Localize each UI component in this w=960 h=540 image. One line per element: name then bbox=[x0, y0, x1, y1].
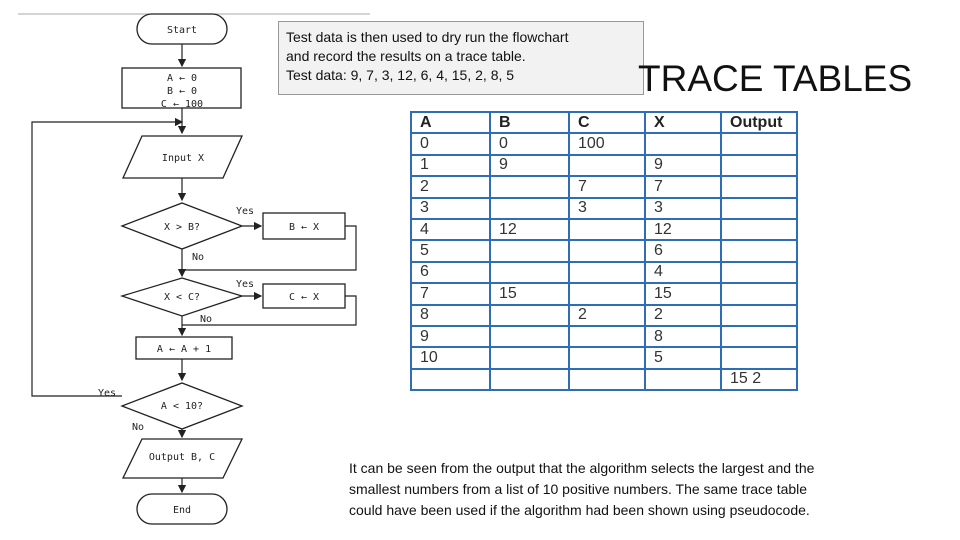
cell-output bbox=[721, 347, 797, 368]
cell-x: 2 bbox=[645, 305, 721, 326]
cell-a: 8 bbox=[411, 305, 490, 326]
decision2-label: X < C? bbox=[163, 292, 201, 303]
cell-a: 0 bbox=[411, 133, 490, 154]
cell-output bbox=[721, 133, 797, 154]
table-row bbox=[411, 176, 797, 197]
cell-b: 0 bbox=[490, 133, 569, 154]
cell-c: 3 bbox=[569, 198, 645, 219]
cell-x: 8 bbox=[645, 326, 721, 347]
summary-text bbox=[349, 458, 949, 521]
decision3-yes: Yes bbox=[98, 388, 117, 399]
cell-c bbox=[569, 326, 645, 347]
decision1-yes: Yes bbox=[236, 206, 255, 217]
cell-output bbox=[721, 155, 797, 176]
input-label: Input X bbox=[161, 153, 205, 164]
cell-c bbox=[569, 240, 645, 261]
trace-table bbox=[410, 111, 798, 391]
cell-x: 4 bbox=[645, 262, 721, 283]
cell-b bbox=[490, 176, 569, 197]
cell-b bbox=[490, 369, 569, 390]
cell-b bbox=[490, 198, 569, 219]
cell-c bbox=[569, 219, 645, 240]
trace-header-row bbox=[411, 112, 797, 133]
cell-b bbox=[490, 326, 569, 347]
cell-a bbox=[411, 369, 490, 390]
header-output: Output bbox=[721, 112, 797, 133]
cell-c: 2 bbox=[569, 305, 645, 326]
cell-b bbox=[490, 305, 569, 326]
cell-c bbox=[569, 155, 645, 176]
cell-b: 9 bbox=[490, 155, 569, 176]
summary-line-3: could have been used if the algorithm had been shown using pseudocode. bbox=[349, 502, 810, 518]
summary-line-2: smallest numbers from a list of 10 positive numbers. The same trace table bbox=[349, 481, 808, 497]
cell-x: 6 bbox=[645, 240, 721, 261]
cell-x bbox=[645, 369, 721, 390]
cell-b bbox=[490, 240, 569, 261]
callout-line-1: Test data is then used to dry run the flowchart bbox=[286, 29, 569, 45]
init-line-2: B ← 0 bbox=[166, 86, 198, 97]
table-row bbox=[411, 326, 797, 347]
table-row bbox=[411, 219, 797, 240]
table-row bbox=[411, 198, 797, 219]
summary-line-1: It can be seen from the output that the algorithm selects the largest and the bbox=[349, 460, 815, 476]
decision1-no: No bbox=[192, 252, 205, 263]
cell-b: 12 bbox=[490, 219, 569, 240]
action1-label: B ← X bbox=[288, 222, 320, 233]
table-row bbox=[411, 155, 797, 176]
header-c: C bbox=[569, 112, 645, 133]
cell-a: 2 bbox=[411, 176, 490, 197]
cell-a: 6 bbox=[411, 262, 490, 283]
slide-title: TRACE TABLES bbox=[638, 58, 913, 99]
action2-label: C ← X bbox=[288, 292, 320, 303]
cell-c bbox=[569, 283, 645, 304]
end-label: End bbox=[172, 505, 192, 516]
decision1-label: X > B? bbox=[163, 222, 201, 233]
cell-x: 3 bbox=[645, 198, 721, 219]
test-data-callout bbox=[278, 21, 644, 95]
header-b: B bbox=[490, 112, 569, 133]
callout-line-3: Test data: 9, 7, 3, 12, 6, 4, 15, 2, 8, 5 bbox=[286, 67, 515, 83]
table-row bbox=[411, 240, 797, 261]
header-x: X bbox=[645, 112, 721, 133]
trace-body bbox=[411, 133, 797, 390]
table-row bbox=[411, 283, 797, 304]
decision2-no: No bbox=[200, 314, 213, 325]
cell-output bbox=[721, 262, 797, 283]
cell-output: 15 2 bbox=[721, 369, 797, 390]
cell-b: 15 bbox=[490, 283, 569, 304]
cell-a: 4 bbox=[411, 219, 490, 240]
cell-output bbox=[721, 326, 797, 347]
cell-output bbox=[721, 176, 797, 197]
decision2-yes: Yes bbox=[236, 279, 255, 290]
cell-a: 5 bbox=[411, 240, 490, 261]
cell-a: 10 bbox=[411, 347, 490, 368]
output-label: Output B, C bbox=[148, 452, 216, 463]
table-row bbox=[411, 347, 797, 368]
cell-x: 7 bbox=[645, 176, 721, 197]
cell-c bbox=[569, 262, 645, 283]
header-a: A bbox=[411, 112, 490, 133]
cell-output bbox=[721, 240, 797, 261]
cell-output bbox=[721, 283, 797, 304]
cell-b bbox=[490, 262, 569, 283]
table-row bbox=[411, 369, 797, 390]
cell-c: 100 bbox=[569, 133, 645, 154]
table-row bbox=[411, 262, 797, 283]
cell-x: 12 bbox=[645, 219, 721, 240]
cell-x: 15 bbox=[645, 283, 721, 304]
table-row bbox=[411, 133, 797, 154]
cell-c bbox=[569, 369, 645, 390]
cell-a: 7 bbox=[411, 283, 490, 304]
cell-a: 3 bbox=[411, 198, 490, 219]
cell-a: 1 bbox=[411, 155, 490, 176]
cell-x bbox=[645, 133, 721, 154]
cell-output bbox=[721, 305, 797, 326]
start-label: Start bbox=[166, 25, 198, 36]
init-line-3: C ← 100 bbox=[160, 99, 204, 110]
decision3-label: A < 10? bbox=[160, 401, 204, 412]
cell-c bbox=[569, 347, 645, 368]
table-row bbox=[411, 305, 797, 326]
cell-x: 9 bbox=[645, 155, 721, 176]
cell-a: 9 bbox=[411, 326, 490, 347]
cell-c: 7 bbox=[569, 176, 645, 197]
cell-x: 5 bbox=[645, 347, 721, 368]
callout-line-2: and record the results on a trace table. bbox=[286, 48, 526, 64]
cell-output bbox=[721, 219, 797, 240]
cell-b bbox=[490, 347, 569, 368]
increment-label: A ← A + 1 bbox=[156, 344, 212, 355]
init-line-1: A ← 0 bbox=[166, 73, 198, 84]
decision3-no: No bbox=[132, 422, 145, 433]
cell-output bbox=[721, 198, 797, 219]
